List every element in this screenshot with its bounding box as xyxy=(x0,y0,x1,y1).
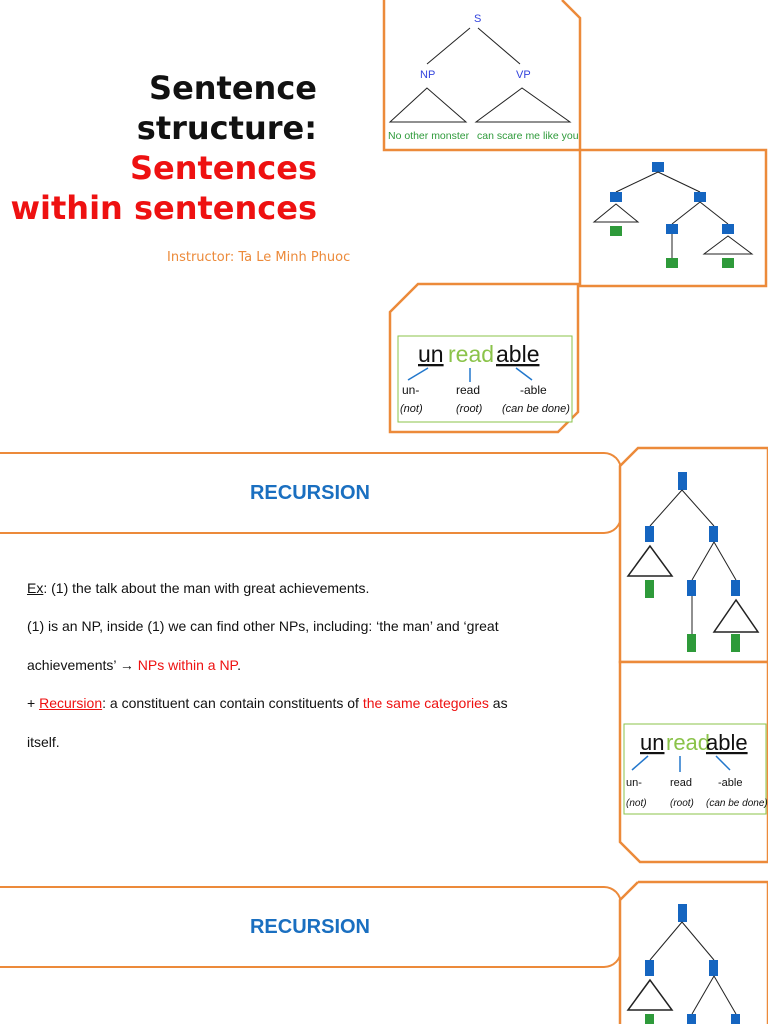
definition-mid: : a constituent can contain constituents of xyxy=(102,695,363,711)
morph2-gloss-root: (root) xyxy=(670,798,694,809)
recursion-heading-box-2 xyxy=(0,886,622,968)
ex-sentence: : (1) the talk about the man with great achievements. xyxy=(43,580,370,596)
instructor-name: Instructor: Ta Le Minh Phuoc xyxy=(167,250,351,265)
title-line-3: Sentences xyxy=(129,149,317,187)
nps-within-np: NPs within a NP xyxy=(137,657,238,673)
recursion-heading-box xyxy=(0,452,622,534)
morph-gloss-not: (not) xyxy=(400,403,423,415)
tree-vp-leaf: can scare me like you xyxy=(477,130,579,142)
achievements-text: achievements’ → xyxy=(27,657,138,673)
recursion-term: Recursion xyxy=(39,695,103,711)
title-line-2: structure: xyxy=(136,109,317,147)
abstract-tree-card-3 xyxy=(618,880,768,1024)
morph2-read: read xyxy=(666,730,711,755)
title-line-1: Sentence xyxy=(149,69,317,107)
plus-sign: + xyxy=(27,695,40,711)
recursion-definition-end: itself. xyxy=(27,734,60,750)
morphology-card-2 xyxy=(618,660,768,864)
morph-able: able xyxy=(496,341,540,367)
tree-node-icon xyxy=(652,162,664,172)
period: . xyxy=(237,657,241,673)
title-line-4: within sentences xyxy=(10,189,317,227)
morph2-part-read: read xyxy=(670,777,693,789)
morph-gloss-root: (root) xyxy=(456,403,483,415)
morph2-part-un: un- xyxy=(626,777,642,789)
definition-end: as xyxy=(488,695,508,711)
syntax-tree-card xyxy=(382,0,582,152)
morphology-card xyxy=(388,282,580,434)
tree-np-leaf: No other monster xyxy=(388,130,470,142)
slide-title xyxy=(0,68,317,228)
morph2-gloss-can: (can be done) xyxy=(706,798,768,809)
morph-part-able: -able xyxy=(520,383,547,397)
morph-part-un: un- xyxy=(402,383,420,397)
tree-root-label: S xyxy=(474,13,482,25)
morph2-able: able xyxy=(706,730,748,755)
same-categories: the same categories xyxy=(362,695,489,711)
tree-vp-label: VP xyxy=(516,69,531,81)
recursion-heading: RECURSION xyxy=(249,481,370,504)
abstract-tree-card xyxy=(578,148,768,288)
morph-gloss-can: (can be done) xyxy=(502,403,570,415)
example-line xyxy=(27,578,369,598)
morph-un: un xyxy=(418,341,444,367)
morph-part-read: read xyxy=(456,383,481,397)
morph2-gloss-not: (not) xyxy=(626,798,647,809)
abstract-tree-card-2 xyxy=(618,446,768,664)
morph-read: read xyxy=(448,341,495,367)
tree-np-label: NP xyxy=(420,69,436,81)
recursion-heading-2: RECURSION xyxy=(249,915,370,938)
morph2-part-able: -able xyxy=(718,777,743,789)
recursion-definition-line xyxy=(27,693,508,713)
morph2-un: un xyxy=(640,730,665,755)
ex-label: Ex xyxy=(27,580,44,596)
explanation-line-2 xyxy=(27,655,241,675)
explanation-line-1: (1) is an NP, inside (1) we can find other NPs, including: ‘the man’ and ‘great xyxy=(27,618,499,634)
